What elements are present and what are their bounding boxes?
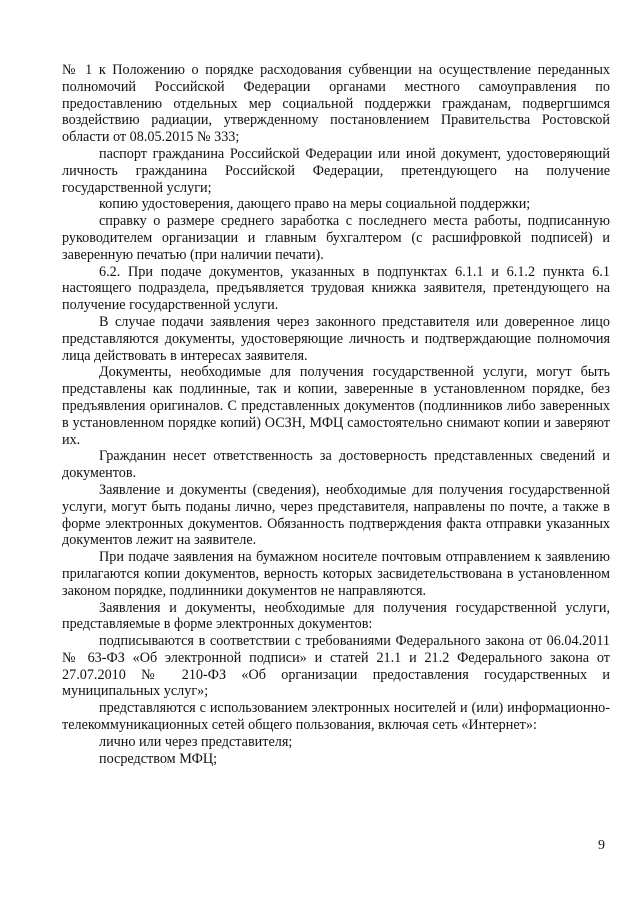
paragraph: Гражданин несет ответственность за достоверность представленных сведений и документов. bbox=[62, 448, 610, 482]
paragraph: № 1 к Положению о порядке расходования субвенции на осуществление переданных полномочий Российской Федерации органами местного самоуправления по предоставлению отдельных мер социальной поддержки гражданам, подвергшимся воздействию радиации, утвержденному постановлением Правительства Ростовской области от 08.05.2015 № 333; bbox=[62, 62, 610, 146]
page-number: 9 bbox=[598, 838, 605, 853]
paragraph: посредством МФЦ; bbox=[99, 750, 218, 767]
paragraph: При подаче заявления на бумажном носителе почтовым отправлением к заявлению прилагаются копии документов, верность которых засвидетельствована в установленном законом порядке, подлинники документов не направляются. bbox=[62, 549, 610, 599]
paragraph: представляются с использованием электронных носителей и (или) информационно-телекоммуникационных сетей общего пользования, включая сеть «Интернет»: bbox=[62, 700, 610, 734]
paragraph: Документы, необходимые для получения государственной услуги, могут быть представлены как подлинные, так и копии, заверенные в установленном порядке, без предъявления оригиналов. С представленных документов (подлинников либо заверенных в установленном порядке копий) ОСЗН, МФЦ самостоятельно снимают копии и заверяют их. bbox=[62, 364, 610, 448]
paragraph: В случае подачи заявления через законного представителя или доверенное лицо представляются документы, удостоверяющие личность и подтверждающие полномочия лица действовать в интересах заявителя. bbox=[62, 313, 610, 364]
paragraph: паспорт гражданина Российской Федерации или иной документ, удостоверяющий личность гражданина Российской Федерации, претендующего на получение государственной услуги; bbox=[62, 145, 610, 196]
paragraph: Заявление и документы (сведения), необходимые для получения государственной услуги, могут быть поданы лично, через представителя, направлены по почте, а также в форме электронных документов. Обязанность подтверждения факта отправки указанных документов лежит на заявителе. bbox=[62, 481, 610, 549]
paragraph: подписываются в соответствии с требованиями Федерального закона от 06.04.2011 № 63-ФЗ «Об электронной подписи» и статей 21.1 и 21.2 Федерального закона от 27.07.2010 № 210-ФЗ «Об организации предоставления государственных и муниципальных услуг»; bbox=[62, 633, 610, 700]
paragraph: справку о размере среднего заработка с последнего места работы, подписанную руководителем организации и главным бухгалтером (с расшифровкой подписей) и заверенную печатью (при наличии печати). bbox=[62, 213, 610, 263]
paragraph: лично или через представителя; bbox=[99, 733, 293, 750]
paragraph: 6.2. При подаче документов, указанных в подпунктах 6.1.1 и 6.1.2 пункта 6.1 настоящего подраздела, предъявляется трудовая книжка заявителя, претендующего на получение государственной услуги. bbox=[62, 263, 610, 314]
paragraph: копию удостоверения, дающего право на меры социальной поддержки; bbox=[99, 196, 531, 213]
document-body bbox=[62, 62, 610, 767]
paragraph: Заявления и документы, необходимые для получения государственной услуги, представляемые в форме электронных документов: bbox=[62, 599, 610, 633]
